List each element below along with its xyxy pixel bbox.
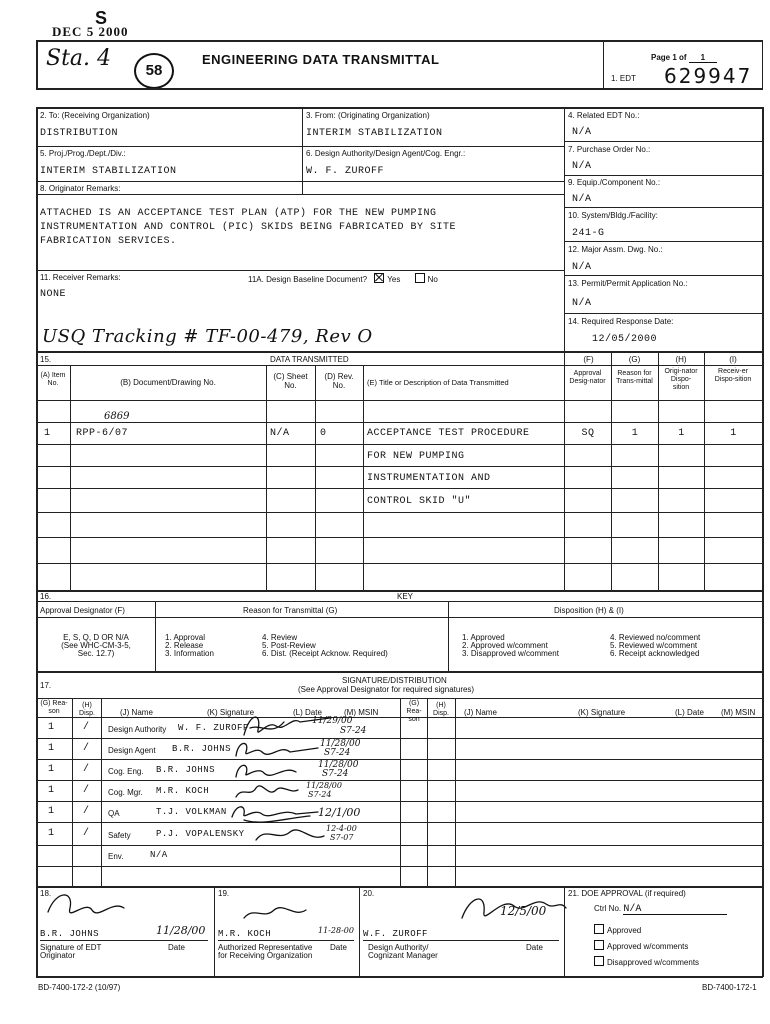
remarks-line-3: FABRICATION SERVICES. [40,236,177,247]
related-edt-label: 4. Related EDT No.: [568,111,640,120]
s18-name: B.R. JOHNS [40,929,100,939]
sig-row-name: W. F. ZUROFF [178,723,249,733]
dt-col-e: (E) Title or Description of Data Transmitted [367,378,509,387]
dt-col-i-letter: (I) [729,355,737,364]
dt-row-doc-handwritten: 6869 [104,411,130,422]
dt-col-h: Origi-nator Dispo-sition [664,368,698,391]
sig-row-disp: / [83,785,90,796]
s20-date-caption: Date [526,943,543,952]
from-value: INTERIM STABILIZATION [306,128,443,139]
sig-row-disp: / [83,806,90,817]
s19-date: 11-28-00 [318,926,354,935]
sig-row-name: M.R. KOCH [156,786,210,796]
dt-row-item: 1 [44,428,51,439]
page-label: Page 1 of 1 [651,53,717,63]
key-d2: 2. Approved w/comment [462,641,548,650]
sig-row-reason: 1 [48,764,55,775]
dt-row-rev: 0 [320,428,327,439]
sig-row-role: QA [108,809,120,818]
sta-handwritten: Sta. 4 [46,46,112,71]
dt-row-g: 1 [631,428,639,439]
dt-row-i: 1 [730,428,737,439]
key-r4: 4. Review [262,633,298,642]
s20-name: W.F. ZUROFF [363,929,428,939]
key-desig-text-1: E, S, Q, D OR N/A [63,633,129,642]
from-label: 3. From: (Originating Organization) [306,111,430,120]
sig-row-msin: S7-24 [340,726,367,736]
s20-caption-1: Design Authority/ [368,943,429,952]
key-desig-text-2: (See WHC-CM-3-5, [61,641,131,650]
form-title: ENGINEERING DATA TRANSMITTAL [202,52,440,67]
related-edt-value: N/A [572,127,592,138]
ctrl-no-value: N/A [623,905,727,915]
sig-h-h: (H) Disp. [79,702,95,717]
sig-row-reason: 1 [48,722,55,733]
key-r5: 5. Post-Review [262,641,316,650]
sig-row-date: 11/29/00 [312,716,353,726]
key-reason: Reason for Transmittal (G) [243,606,338,615]
s18-date-caption: Date [168,943,185,952]
equip-label: 9. Equip./Component No.: [568,178,661,187]
s19-no: 19. [218,889,230,898]
sig-h-h-right: (H) Disp. [433,702,449,717]
dt-row-title-3: INSTRUMENTATION AND [367,473,491,484]
dt-section-no: 15. [40,355,52,364]
sig-title: SIGNATURE/DISTRIBUTION [342,676,447,685]
sig-h-name: (J) Name [120,708,153,717]
doe-disapproved-wc: Disapproved w/comments [594,956,699,967]
system-label: 10. System/Bldg./Facility: [568,211,658,220]
key-d5: 5. Reviewed w/comment [610,641,698,650]
major-assm-value: N/A [572,262,592,273]
sig-h-sig-right: (K) Signature [578,708,626,717]
required-response-label: 14. Required Response Date: [568,317,674,326]
sig-row-name: T.J. VOLKMAN [156,807,227,817]
doe-approved: Approved [594,924,641,935]
key-d4: 4. Reviewed no/comment [610,633,701,642]
sig-h-msin-right: (M) MSIN [721,708,756,717]
sig-row-date: 11/28/00 [320,739,361,749]
dt-col-h-letter: (H) [675,355,687,364]
dt-row-title-1: ACCEPTANCE TEST PROCEDURE [367,428,530,439]
dt-col-f-letter: (F) [583,355,594,364]
s18-no: 18. [40,889,52,898]
ctrl-no-label: Ctrl No. N/A [594,904,727,915]
remarks-line-2: INSTRUMENTATION AND CONTROL (PIC) SKIDS BEING FABRICATED BY SITE [40,222,457,233]
sig-h-date-right: (L) Date [675,708,704,717]
s19-date-caption: Date [330,943,347,952]
sig-row-role: Env. [108,852,124,861]
key-d3: 3. Disapproved w/comment [462,649,559,658]
sig-row-msin: S7-07 [330,833,354,842]
originator-remarks-label: 8. Originator Remarks: [40,184,121,193]
edt-label: 1. EDT [611,74,636,83]
sig-row-name: B.R. JOHNS [172,744,232,754]
sig-row-name: N/A [150,850,168,860]
dt-title: DATA TRANSMITTED [270,355,349,364]
yes-label: Yes [387,275,401,284]
doe-approved-wc: Approved w/comments [594,940,688,951]
key-r3: 3. Information [165,649,214,658]
dt-col-f: Approval Desig-nator [569,370,606,385]
dt-col-g: Reason for Trans-mittal [616,370,653,385]
sig-h-name-right: (J) Name [464,708,497,717]
footer-left: BD-7400-172-2 (10/97) [38,983,121,992]
s19-name: M.R. KOCH [218,929,272,939]
sig-row-date: 12-4-00 [326,824,357,833]
sig-h-date: (L) Date [293,708,322,717]
approved-checkbox[interactable] [594,924,604,934]
key-section-no: 16. [40,592,52,601]
stamp-date: DEC 5 2000 [52,24,129,39]
purchase-order-value: N/A [572,161,592,172]
edt-number: 629947 [664,64,753,88]
dt-row-f: SQ [581,428,595,439]
sig-row-msin: S7-24 [322,769,349,779]
sig-h-g: (G) Rea-son [40,700,68,715]
s19-caption-2: for Receiving Organization [218,951,313,960]
dt-col-g-letter: (G) [628,355,641,364]
key-d1: 1. Approved [462,633,505,642]
sig-row-reason: 1 [48,828,55,839]
dt-row-h: 1 [678,428,685,439]
key-r6: 6. Dist. (Receipt Acknow. Required) [262,649,388,658]
sig-row-name: P.J. VOPALENSKY [156,829,245,839]
s18-date: 11/28/00 [156,924,206,937]
s20-no: 20. [363,889,375,898]
footer-right: BD-7400-172-1 [702,983,757,992]
sig-subtitle: (See Approval Designator for required signatures) [298,685,475,694]
system-value: 241-G [572,228,605,239]
sig-row-disp: / [83,764,90,775]
disapproved-wc-checkbox[interactable] [594,956,604,966]
sig-row-role: Design Authority [108,725,167,734]
stamp-s: S [95,8,108,28]
sig-row-msin: S7-24 [324,748,351,758]
dt-col-a: (A) Item No. [40,372,66,387]
circle-number-text: 58 [145,62,163,79]
major-assm-label: 12. Major Assm. Dwg. No.: [568,245,663,254]
remarks-line-1: ATTACHED IS AN ACCEPTANCE TEST PLAN (ATP) FOR THE NEW PUMPING [40,208,437,219]
sig-row-disp: / [83,828,90,839]
approved-wc-checkbox[interactable] [594,940,604,950]
dt-col-d: (D) Rev. No. [324,372,354,390]
proj-value: INTERIM STABILIZATION [40,166,177,177]
proj-label: 5. Proj./Prog./Dept./Div.: [40,149,126,158]
page-count: 1 [689,53,717,63]
sig-row-name: B.R. JOHNS [156,765,216,775]
sig-row-reason: 1 [48,785,55,796]
design-authority-label: 6. Design Authority/Design Agent/Cog. Engr.: [306,149,466,158]
key-approval-designator: Approval Designator (F) [40,606,125,615]
to-label: 2. To: (Receiving Organization) [40,111,150,120]
key-r1: 1. Approval [165,633,206,642]
s20-caption-2: Cognizant Manager [368,951,438,960]
sig-row-role: Cog. Eng. [108,767,144,776]
purchase-order-label: 7. Purchase Order No.: [568,145,651,154]
dt-row-title-2: FOR NEW PUMPING [367,451,465,462]
sig-row-role: Safety [108,831,131,840]
sig-h-g-right: (G) Rea-son [406,700,422,723]
key-desig-text-3: Sec. 12.7) [77,649,115,658]
s20-date: 12/5/00 [500,904,547,918]
key-r2: 2. Release [165,641,204,650]
sig-h-msin: (M) MSIN [344,708,379,717]
sig-row-date: 11/28/00 [318,760,359,770]
baseline-label: 11A. Design Baseline Document? Yes No [248,275,438,284]
key-disposition: Disposition (H) & (I) [554,606,624,615]
to-value: DISTRIBUTION [40,128,119,139]
dt-col-c: (C) Sheet No. [273,372,308,390]
sig-row-date: 11/28/00 [306,781,342,790]
sig-section-no: 17. [40,681,52,690]
sig-row-disp: / [83,722,90,733]
dt-col-i: Receiv-er Dispo-sition [714,368,752,383]
key-title: KEY [397,592,414,601]
s19-caption-1: Authorized Representative [218,943,313,952]
receiver-remarks-value: NONE [40,289,67,300]
receiver-remarks-label: 11. Receiver Remarks: [40,273,121,282]
usq-tracking-handwritten: USQ Tracking # TF-00-479, Rev O [42,326,373,347]
permit-label: 13. Permit/Permit Application No.: [568,279,688,288]
sig-row-date: 12/1/00 [318,806,361,819]
dt-row-doc: RPP-6/07 [76,428,129,439]
sig-row-role: Cog. Mgr. [108,788,143,797]
s18-caption-1: Signature of EDT [40,943,102,952]
permit-value: N/A [572,298,592,309]
sig-row-disp: / [83,743,90,754]
s18-caption-2: Originator [40,951,76,960]
s21-title: 21. DOE APPROVAL (if required) [568,889,686,898]
key-d6: 6. Receipt acknowledged [610,649,700,658]
dt-row-title-4: CONTROL SKID "U" [367,496,472,507]
dt-col-b: (B) Document/Drawing No. [120,378,216,387]
sig-row-reason: 1 [48,806,55,817]
equip-value: N/A [572,194,592,205]
no-label: No [427,275,438,284]
sig-row-msin: S7-24 [308,790,332,799]
design-authority-value: W. F. ZUROFF [306,166,385,177]
required-response-value: 12/05/2000 [592,334,658,345]
sig-h-sig: (K) Signature [207,708,255,717]
sig-row-reason: 1 [48,743,55,754]
sig-row-role: Design Agent [108,746,156,755]
dt-row-sheet: N/A [270,428,290,439]
